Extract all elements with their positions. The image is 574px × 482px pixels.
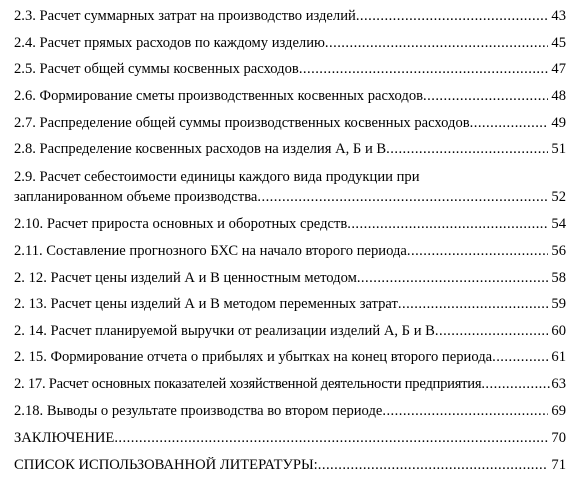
toc-entry-page: 48 — [551, 88, 566, 104]
toc-entry-title: 2. 17. Расчет основных показателей хозяйственной деятельности предприятия — [14, 376, 482, 392]
toc-entry-2-9-line1[interactable]: 2.9. Расчет себестоимости единицы каждого вида продукции при — [14, 169, 420, 185]
toc-leader-dots — [382, 403, 548, 420]
toc-entry-title: 2.6. Формирование сметы производственных косвенных расходов — [14, 88, 424, 104]
toc-leader-dots — [356, 8, 549, 25]
toc-entry-conclusion[interactable] — [14, 430, 566, 447]
toc-entry-page: 49 — [551, 115, 566, 131]
toc-entry-2-3[interactable] — [14, 8, 566, 25]
toc-leader-dots — [386, 141, 548, 158]
toc-leader-dots — [318, 457, 549, 474]
toc-entry-page: 58 — [551, 270, 566, 286]
toc-entry-page: 71 — [551, 457, 566, 473]
toc-entry-2-13[interactable] — [14, 296, 566, 313]
toc-entry-2-4[interactable] — [14, 35, 566, 52]
toc-entry-2-18[interactable] — [14, 403, 566, 420]
toc-entry-title: 2. 14. Расчет планируемой выручки от реализации изделий А, Б и В — [14, 323, 435, 339]
toc-entry-title: 2.3. Расчет суммарных затрат на производство изделий — [14, 8, 356, 24]
toc-entry-2-9[interactable] — [14, 189, 566, 206]
toc-entry-page: 70 — [551, 430, 566, 446]
toc-leader-dots — [407, 243, 549, 260]
toc-entry-title: ЗАКЛЮЧЕНИЕ — [14, 430, 115, 446]
toc-entry-title: 2.18. Выводы о результате производства во втором периоде — [14, 403, 383, 419]
toc-entry-page: 61 — [551, 349, 566, 365]
toc-entry-title: 2. 12. Расчет цены изделий А и В ценностным методом — [14, 270, 357, 286]
toc-entry-2-11[interactable] — [14, 243, 566, 260]
toc-entry-2-8[interactable] — [14, 141, 566, 158]
toc-leader-dots — [347, 216, 548, 233]
toc-entry-page: 51 — [551, 141, 566, 157]
toc-entry-title: 2. 15. Формирование отчета о прибылях и убытках на конец второго периода — [14, 349, 493, 365]
toc-entry-page: 54 — [551, 216, 566, 232]
toc-entry-page: 59 — [551, 296, 566, 312]
toc-leader-dots — [435, 323, 549, 340]
toc-entry-title: 2.10. Расчет прироста основных и оборотных средств — [14, 216, 348, 232]
toc-entry-page: 69 — [551, 403, 566, 419]
toc-entry-title: СПИСОК ИСПОЛЬЗОВАННОЙ ЛИТЕРАТУРЫ: — [14, 457, 318, 473]
toc-entry-page: 52 — [551, 189, 566, 205]
toc-entry-references[interactable] — [14, 457, 566, 474]
toc-leader-dots — [325, 35, 548, 52]
toc-entry-title: запланированном объеме производства — [14, 189, 258, 205]
toc-entry-page: 56 — [551, 243, 566, 259]
toc-leader-dots — [114, 430, 548, 447]
toc-entry-title: 2. 13. Расчет цены изделий А и В методом переменных затрат — [14, 296, 398, 312]
toc-entry-page: 47 — [551, 61, 566, 77]
toc-entry-page: 60 — [551, 323, 566, 339]
toc-leader-dots — [470, 115, 549, 132]
toc-leader-dots — [481, 376, 551, 393]
toc-entry-title: 2.7. Распределение общей суммы производственных косвенных расходов — [14, 115, 470, 131]
toc-leader-dots — [299, 61, 549, 78]
toc-entry-2-12[interactable] — [14, 270, 566, 287]
toc-entry-2-15[interactable] — [14, 349, 566, 366]
toc-entry-2-5[interactable] — [14, 61, 566, 78]
toc-leader-dots — [357, 270, 549, 287]
toc-entry-title: 2.5. Расчет общей суммы косвенных расходов — [14, 61, 299, 77]
toc-entry-2-17[interactable] — [14, 376, 566, 393]
toc-entry-2-7[interactable] — [14, 115, 566, 132]
toc-entry-2-14[interactable] — [14, 323, 566, 340]
toc-entry-title: 2.8. Распределение косвенных расходов на изделия А, Б и В — [14, 141, 387, 157]
toc-leader-dots — [398, 296, 549, 313]
toc-leader-dots — [423, 88, 548, 105]
toc-entry-page: 63 — [551, 376, 566, 392]
toc-entry-2-10[interactable] — [14, 216, 566, 233]
toc-entry-title: 2.4. Расчет прямых расходов по каждому изделию — [14, 35, 325, 51]
toc-entry-page: 43 — [551, 8, 566, 24]
toc-leader-dots — [492, 349, 548, 366]
toc-entry-2-6[interactable] — [14, 88, 566, 105]
toc-entry-page: 45 — [551, 35, 566, 51]
toc-leader-dots — [257, 189, 548, 206]
toc-entry-title: 2.11. Составление прогнозного БХС на начало второго периода — [14, 243, 407, 259]
